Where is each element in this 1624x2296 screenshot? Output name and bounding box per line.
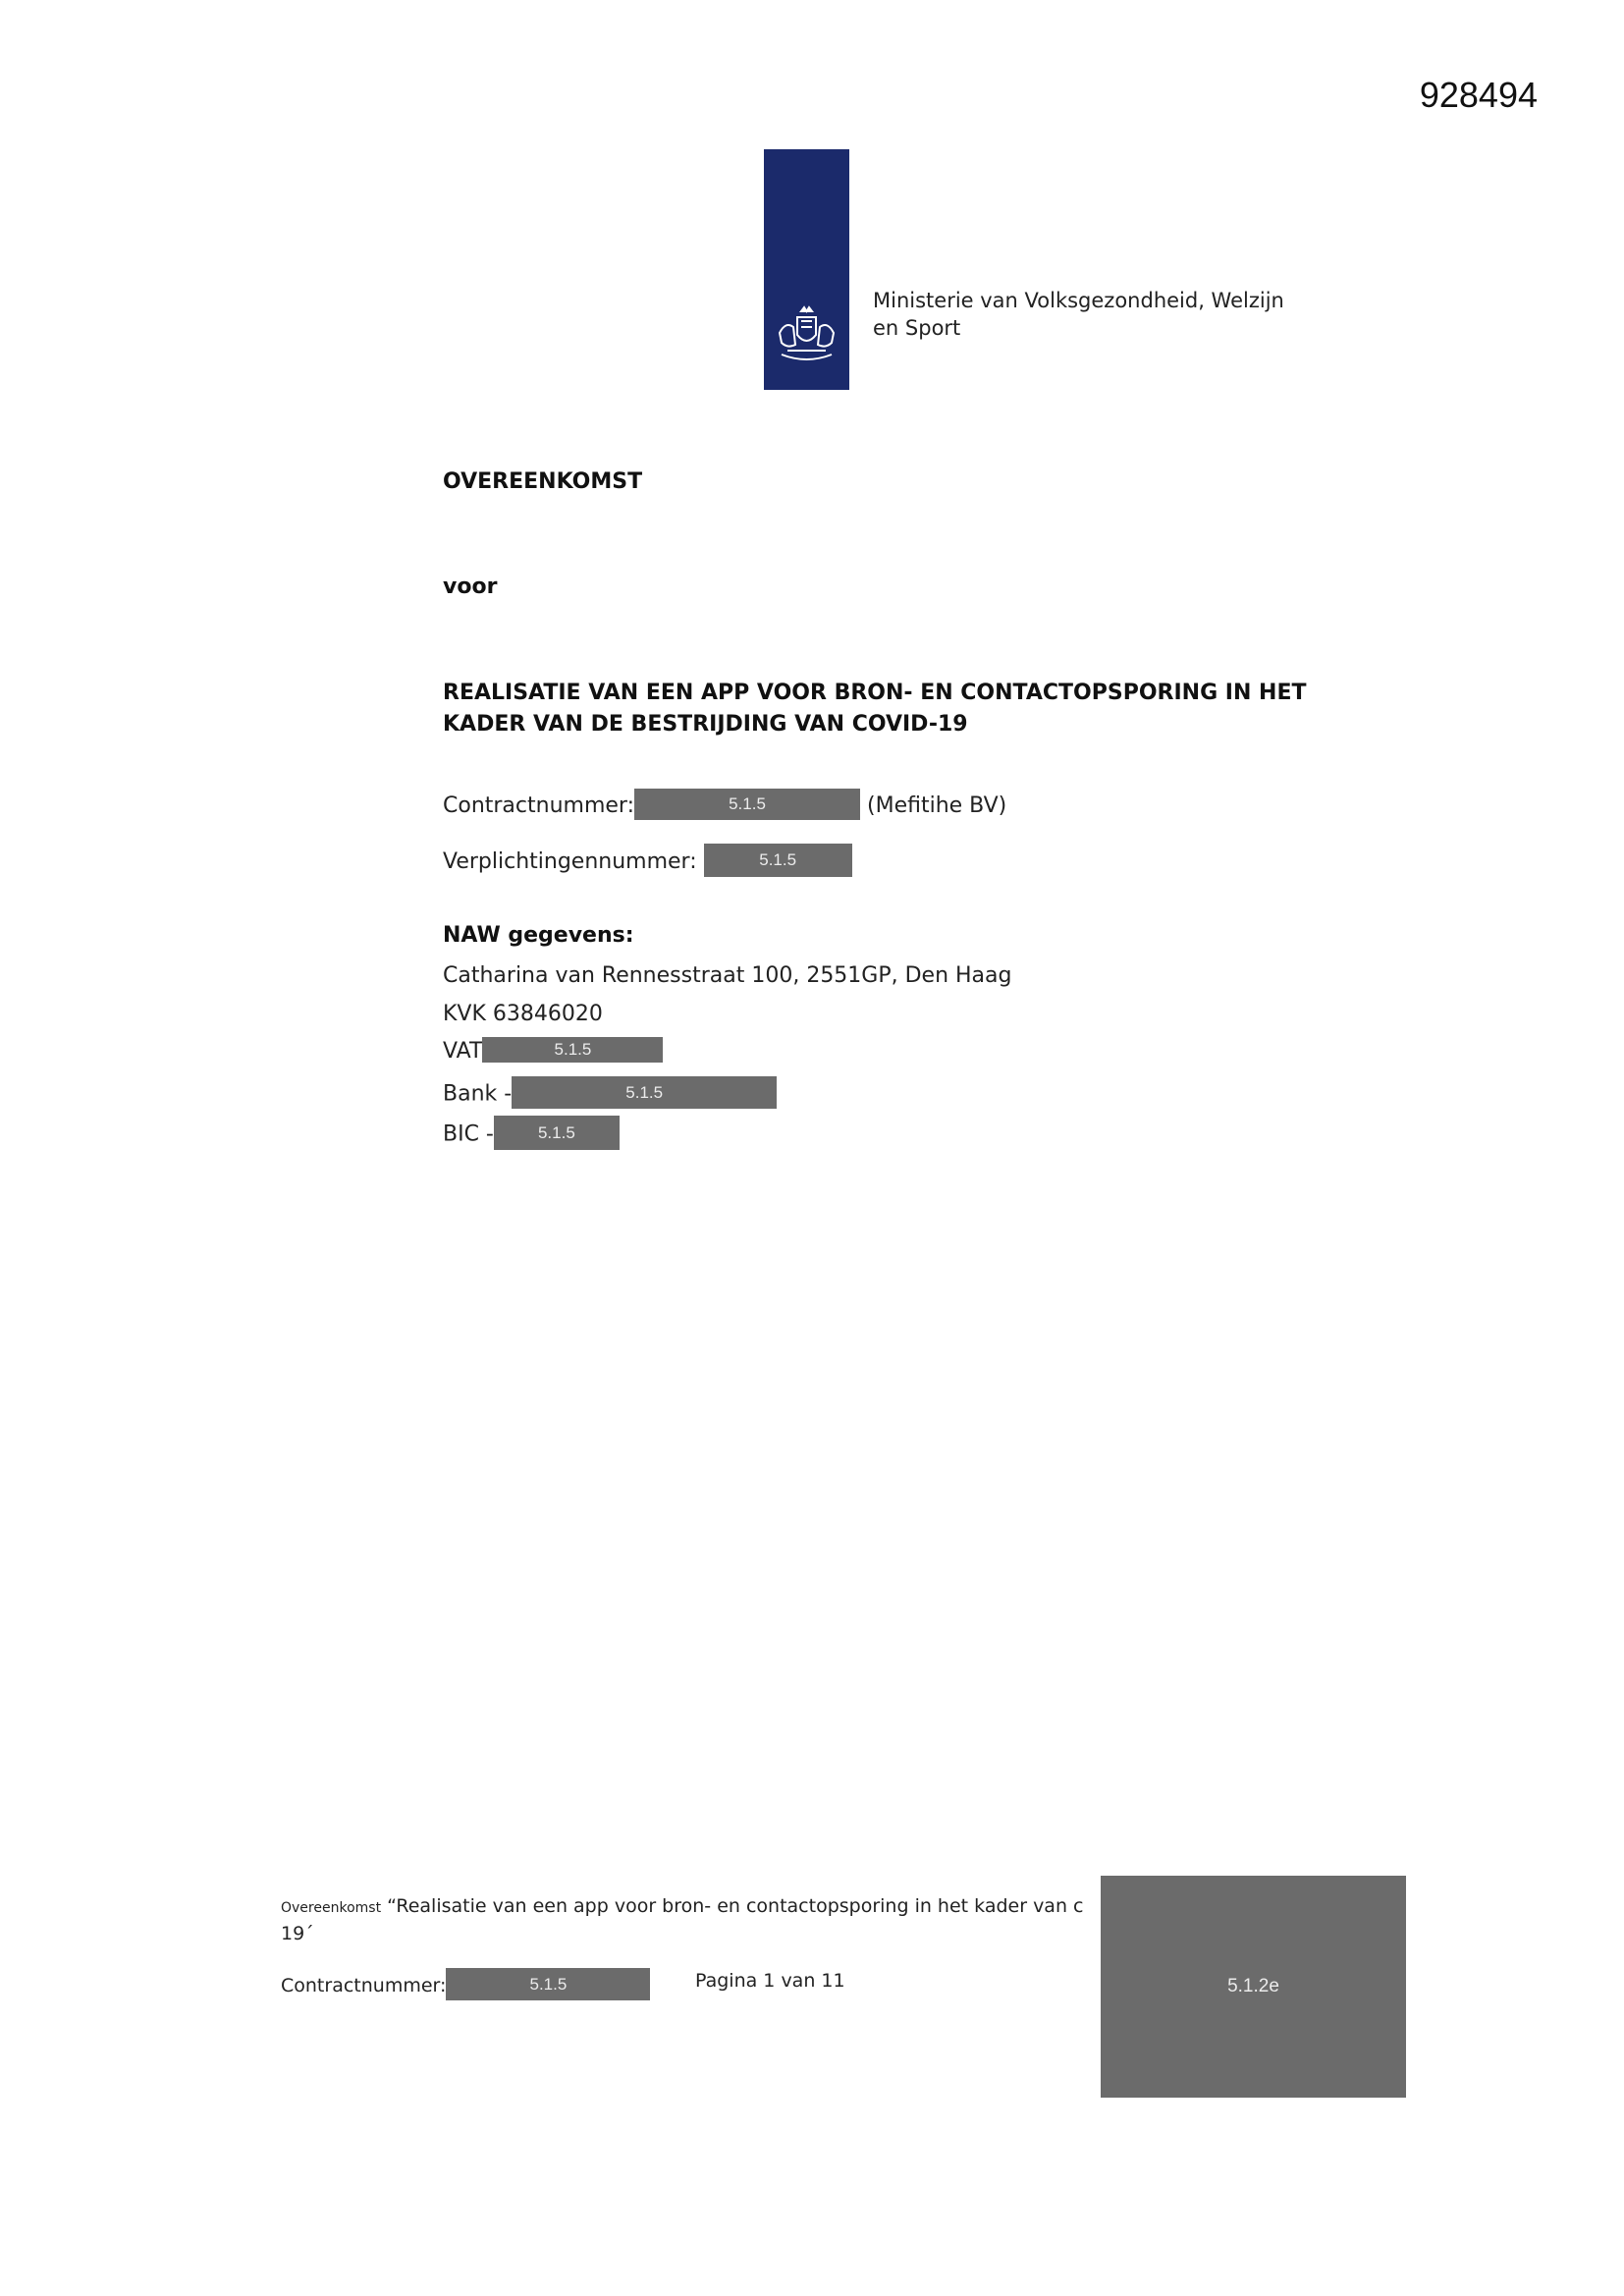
commitment-number-line xyxy=(443,846,852,879)
kvk-line: KVK 63846020 xyxy=(443,1002,603,1026)
ministry-logo xyxy=(764,149,849,390)
bic-label: BIC - xyxy=(443,1121,494,1147)
redaction-box: 5.1.5 xyxy=(446,1968,650,2000)
page-number: Pagina 1 van 11 xyxy=(695,1970,845,1992)
bank-label: Bank - xyxy=(443,1081,513,1107)
subject-line-1: REALISATIE VAN EEN APP VOOR BRON- EN CONTACTOPSPORING IN HET xyxy=(443,681,1307,705)
footer-title xyxy=(281,1895,1083,1917)
contract-number-line xyxy=(443,791,1006,822)
footer-text: “Realisatie van een app voor bron- en contactopsporing in het kader van c xyxy=(387,1895,1084,1917)
bic-line xyxy=(443,1118,620,1152)
coat-of-arms-icon xyxy=(772,303,841,368)
contract-number-label: Contractnummer: xyxy=(443,793,634,818)
redaction-box: 5.1.5 xyxy=(512,1076,777,1109)
photo-redaction-box: 5.1.2e xyxy=(1101,1876,1406,2098)
voor-label: voor xyxy=(443,574,498,599)
redaction-box: 5.1.5 xyxy=(494,1116,620,1150)
vat-label: VAT xyxy=(443,1039,483,1064)
ministry-line-2: en Sport xyxy=(873,316,961,340)
redaction-box: 5.1.5 xyxy=(634,789,860,820)
document-title: OVEREENKOMST xyxy=(443,469,643,494)
redaction-box: 5.1.5 xyxy=(482,1037,663,1063)
subject-line-2: KADER VAN DE BESTRIJDING VAN COVID-19 xyxy=(443,712,968,737)
commitment-number-label: Verplichtingennummer: xyxy=(443,849,697,874)
footer-contract-line xyxy=(281,1970,650,2002)
ministry-line-1: Ministerie van Volksgezondheid, Welzijn xyxy=(873,289,1284,312)
redaction-box: 5.1.5 xyxy=(704,844,852,877)
contract-party: (Mefitihe BV) xyxy=(867,793,1007,818)
ministry-name xyxy=(873,287,1325,342)
vat-line xyxy=(443,1039,663,1065)
bank-line xyxy=(443,1078,777,1111)
footer-contract-label: Contractnummer: xyxy=(281,1975,447,1996)
naw-heading: NAW gegevens: xyxy=(443,923,634,948)
footer-title-cont: 19´ xyxy=(281,1923,314,1944)
subject-title xyxy=(443,678,1326,740)
footer-prefix: Overeenkomst xyxy=(281,1900,382,1916)
address-line: Catharina van Rennesstraat 100, 2551GP, Den Haag xyxy=(443,963,1012,988)
document-number: 928494 xyxy=(1419,75,1538,115)
